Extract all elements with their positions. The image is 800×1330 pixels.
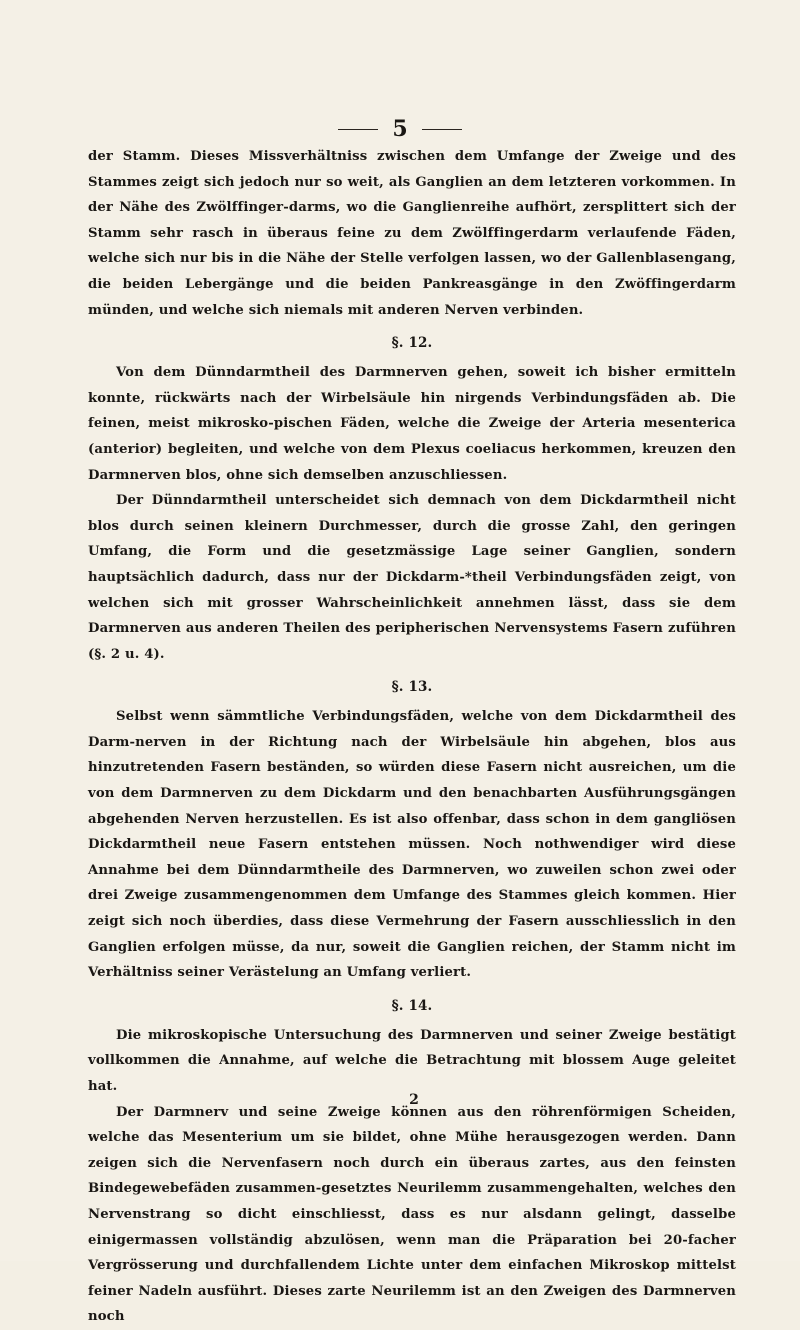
paragraph: Von dem Dünndarmtheil des Darmnerven gehen, soweit ich bisher ermitteln konnte, rückwärts nach der Wirbelsäule hin nirgends Verbindungsfäden ab. Die feinen, meist mikrosko-pischen Fäden, welche die Zweige der Arteria mesenterica (anterior) begleiten, und welche von dem Plexus coeliacus herkommen, kreuzen den Darmnerven blos, ohne sich demselben anzuschliessen. bbox=[88, 365, 736, 483]
paragraph: Der Darmnerv und seine Zweige können aus den röhrenförmigen Scheiden, welche das Mesenterium um sie bildet, ohne Mühe herausgezogen werden. Dann zeigen sich die Nervenfasern noch durch ein überaus zartes, aus den feinsten Bindegewebefäden zusammen-gesetztes Neurilemm zusammengehalten, welches den Nervenstrang so dicht einschliesst, dass es nur alsdann gelingt, dasselbe einigermassen vollständig abzulösen, wenn man die Präparation bei 20-facher Vergrösserung und durchfallendem Lichte unter dem einfachen Mikroskop mittelst feiner Nadeln ausführt. Dieses zarte Neurilemm ist an den Zweigen des Darmnerven noch bbox=[88, 1104, 736, 1325]
paragraph: Der Dünndarmtheil unterscheidet sich demnach von dem Dickdarmtheil nicht blos durch seinen kleinern Durchmesser, durch die grosse Zahl, den geringen Umfang, die Form und die gesetzmässige Lage seiner Ganglien, sondern hauptsächlich dadurch, dass nur der Dickdarm-*theil Verbindungsfäden zeigt, von welchen sich mit grosser Wahrscheinlichkeit annehmen lässt, dass sie dem Darmnerven aus anderen Theilen des peripherischen Nervensystems Fasern zuführen (§. 2 u. 4). bbox=[88, 493, 736, 662]
body-text bbox=[88, 144, 736, 1330]
section-heading: §. 12. bbox=[391, 335, 433, 352]
page-number: 5 bbox=[392, 116, 408, 142]
paragraph: Die mikroskopische Untersuchung des Darmnerven und seiner Zweige bestätigt vollkommen die Annahme, auf welche die Betrachtung mit blossem Auge geleitet hat. bbox=[88, 1027, 736, 1094]
paragraph: der Stamm. Dieses Missverhältniss zwischen dem Umfange der Zweige und des Stammes zeigt sich jedoch nur so weit, als Ganglien an dem letzteren vorkommen. In der Nähe des Zwölffinger-darms, wo die Ganglienreihe aufhört, zersplittert sich der Stamm sehr rasch in überaus feine zu dem Zwölffingerdarm verlaufende Fäden, welche sich nur bis in die Nähe der Stelle verfolgen lassen, wo der Gallenblasengang, die beiden Lebergänge und die beiden Pankreasgänge in den Zwöffingerdarm münden, und welche sich niemals mit anderen Nerven verbinden. bbox=[88, 149, 736, 318]
header-rule-left bbox=[338, 129, 378, 130]
header-rule-right bbox=[422, 129, 462, 130]
page-header bbox=[0, 118, 800, 140]
section-heading: §. 14. bbox=[391, 997, 433, 1014]
section-heading: §. 13. bbox=[391, 679, 433, 696]
signature-mark: 2 bbox=[409, 1092, 419, 1108]
paragraph: Selbst wenn sämmtliche Verbindungsfäden, welche von dem Dickdarmtheil des Darm-nerven in der Richtung nach der Wirbelsäule hin abgehen, blos aus hinzutretenden Fasern beständen, so würden diese Fasern nicht ausreichen, um die von dem Darmnerven zu dem Dickdarm und den benachbarten Ausführungsgängen abgehenden Nerven herzustellen. Es ist also offenbar, dass schon in dem gangliösen Dickdarmtheil neue Fasern entstehen müssen. Noch nothwendiger wird diese Annahme bei dem Dünndarmtheile des Darmnerven, wo zuweilen schon zwei oder drei Zweige zusammengenommen dem Umfange des Stammes gleich kommen. Hier zeigt sich noch überdies, dass diese Vermehrung der Fasern ausschliesslich in den Ganglien erfolgen müsse, da nur, soweit die Ganglien reichen, der Stamm nicht im Verhältniss seiner Verästelung an Umfang verliert. bbox=[88, 709, 736, 981]
